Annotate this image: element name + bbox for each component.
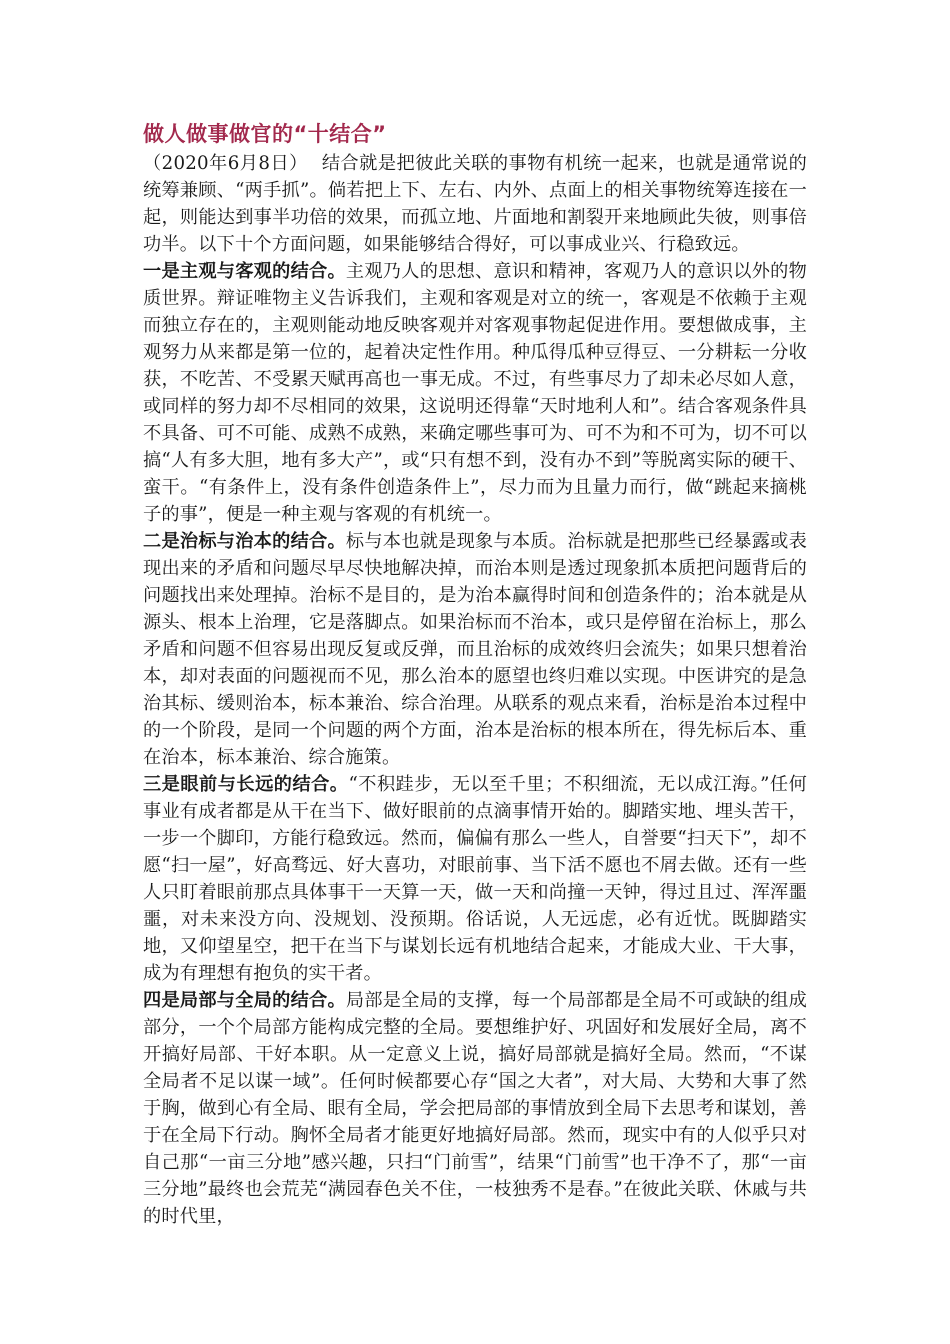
section-paragraph [143,771,807,987]
section-text: 标与本也就是现象与本质。治标就是把那些已经暴露或表现出来的矛盾和问题尽早尽快地解决掉，而治本则是透过现象抓本质把问题背后的问题找出来处理掉。治标不是目的，是为治本赢得时间和创造条件的；治本就是从源头、根本上治理，它是落脚点。如果治标而不治本，或只是停留在治标上，那么矛盾和问题不但容易出现反复或反弹，而且治标的成效终归会流失；如果只想着治本，却对表面的问题视而不见，那么治本的愿望也终归难以实现。中医讲究的是急治其标、缓则治本，标本兼治、综合治理。从联系的观点来看，治标是治本过程中的一个阶段，是同一个问题的两个方面，治本是治标的根本所在，得先标后本、重在治本，标本兼治、综合施策。 [143,531,807,768]
section-heading: 四是局部与全局的结合。 [143,990,346,1011]
section-heading: 一是主观与客观的结合。 [143,261,346,282]
document-title: 做人做事做官的“十结合” [143,122,387,146]
section-paragraph [143,528,807,771]
publish-date: （2020年6月8日） [143,153,308,174]
section-text: “不积跬步，无以至千里；不积细流，无以成江海。”任何事业有成者都是从干在当下、做好眼前的点滴事情开始的。脚踏实地、埋头苦干，一步一个脚印，方能行稳致远。然而，偏偏有那么一些人，自誉要“扫天下”，却不愿“扫一屋”，好高骛远、好大喜功，对眼前事、当下活不愿也不屑去做。还有一些人只盯着眼前那点具体事干一天算一天，做一天和尚撞一天钟，得过且过、浑浑噩噩，对未来没方向、没规划、没预期。俗话说，人无远虑，必有近忧。既脚踏实地，又仰望星空，把干在当下与谋划长远有机地结合起来，才能成大业、干大事，成为有理想有抱负的实干者。 [143,774,807,984]
section-paragraph [143,987,807,1230]
document-page [143,118,807,1230]
section-text: 主观乃人的思想、意识和精神，客观乃人的意识以外的物质世界。辩证唯物主义告诉我们，主观和客观是对立的统一，客观是不依赖于主观而独立存在的，主观则能动地反映客观并对客观事物起促进作用。要想做成事，主观努力从来都是第一位的，起着决定性作用。种瓜得瓜种豆得豆、一分耕耘一分收获，不吃苦、不受累天赋再高也一事无成。不过，有些事尽力了却未必尽如人意，或同样的努力却不尽相同的效果，这说明还得靠“天时地利人和”。结合客观条件具不具备、可不可能、成熟不成熟，来确定哪些事可为、可不为和不可为，切不可以搞“人有多大胆，地有多大产”，或“只有想不到，没有办不到”等脱离实际的硬干、蛮干。“有条件上，没有条件创造条件上”，尽力而为且量力而行，做“跳起来摘桃子的事”，便是一种主观与客观的有机统一。 [143,261,807,525]
section-heading: 三是眼前与长远的结合。 [143,774,349,795]
section-heading: 二是治标与治本的结合。 [143,531,346,552]
intro-text: 结合就是把彼此关联的事物有机统一起来，也就是通常说的统筹兼顾、“两手抓”。倘若把上下、左右、内外、点面上的相关事物统筹连接在一起，则能达到事半功倍的效果，而孤立地、片面地和割裂开来地顾此失彼，则事倍功半。以下十个方面问题，如果能够结合得好，可以事成业兴、行稳致远。 [143,153,807,255]
intro-paragraph [143,150,807,258]
section-text: 局部是全局的支撑，每一个局部都是全局不可或缺的组成部分，一个个局部方能构成完整的全局。要想维护好、巩固好和发展好全局，离不开搞好局部、干好本职。从一定意义上说，搞好局部就是搞好全局。然而，“不谋全局者不足以谋一域”。任何时候都要心存“国之大者”，对大局、大势和大事了然于胸，做到心有全局、眼有全局，学会把局部的事情放到全局下去思考和谋划，善于在全局下行动。胸怀全局者才能更好地搞好局部。然而，现实中有的人似乎只对自己那“一亩三分地”感兴趣，只扫“门前雪”，结果“门前雪”也干净不了，那“一亩三分地”最终也会荒芜“满园春色关不住，一枝独秀不是春。”在彼此关联、休戚与共的时代里， [143,990,807,1227]
section-paragraph [143,258,807,528]
